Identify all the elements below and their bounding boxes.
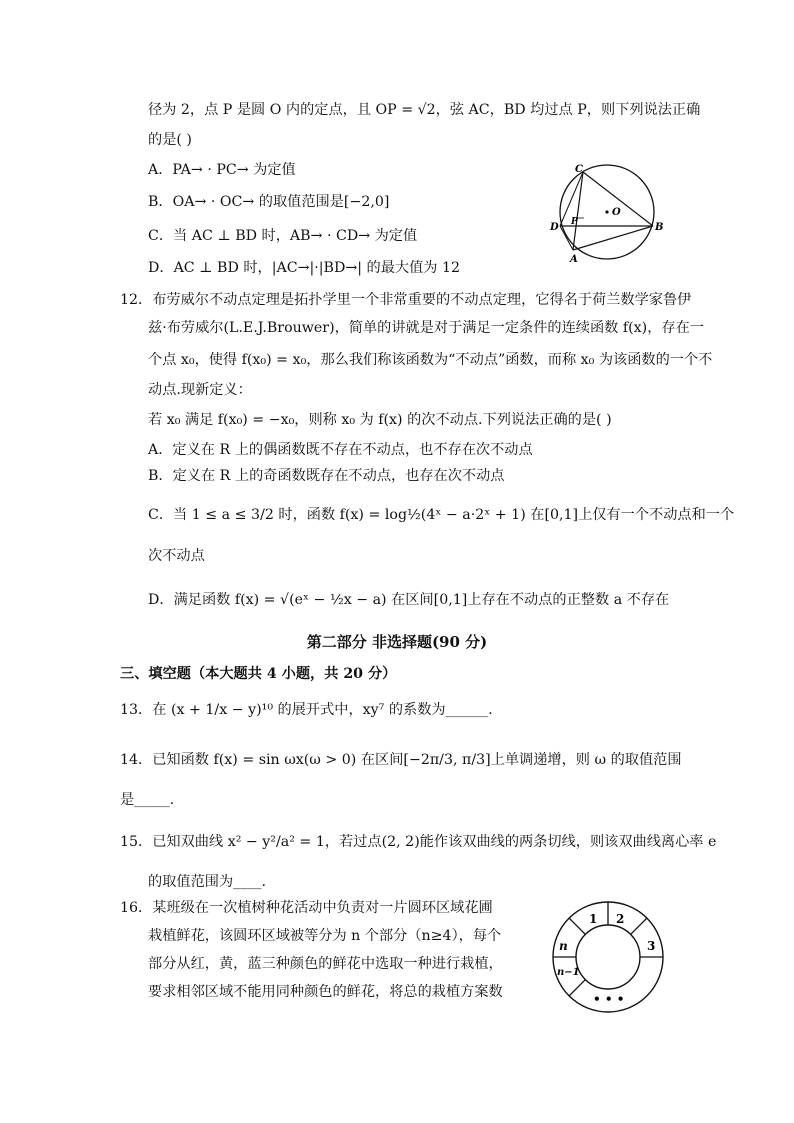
q12-option-d: D．满足函数 f(x) = √(eˣ − ½x − a) 在区间[0,1]上存在不动点的正整数 a 不存在 — [148, 592, 670, 608]
q12-option-c-line2: 次不动点 — [148, 548, 205, 564]
q11-option-d: D．AC ⊥ BD 时，|AC→|·|BD→| 的最大值为 12 — [148, 260, 461, 276]
part2-title: 第二部分 非选择题(90 分) — [306, 633, 488, 651]
q16-line2: 栽植鲜花，该圆环区域被等分为 n 个部分（n≥4），每个 — [148, 928, 502, 944]
q11-circle-figure — [545, 160, 665, 265]
q12-line5: 若 x₀ 满足 f(x₀) = −x₀，则称 x₀ 为 f(x) 的次不动点.下列说法正确的是( ) — [148, 412, 612, 428]
q12-line4: 动点.现新定义： — [148, 382, 252, 398]
q11-label-a: A — [570, 254, 578, 265]
q16-ring-figure — [548, 897, 668, 1017]
q14-line2: 是_____. — [120, 792, 175, 808]
q12-line2: 兹·布劳威尔(L.E.J.Brouwer)，简单的讲就是对于满足一定条件的连续函数 f(x)，存在一 — [148, 320, 704, 336]
q16-line4: 要求相邻区域不能用同种颜色的鲜花，将总的栽植方案数 — [148, 984, 503, 1000]
q11-stem-line2: 的是( ) — [148, 132, 192, 148]
q16-line1: 16．某班级在一次植树种花活动中负责对一片圆环区域花圃 — [120, 900, 493, 916]
q11-label-p: P — [571, 217, 578, 227]
q16-label-n: n — [559, 939, 568, 953]
q11-label-o: O — [612, 207, 621, 218]
q16-line3: 部分从红，黄，蓝三种颜色的鲜花中选取一种进行栽植， — [148, 956, 503, 972]
q15-line2: 的取值范围为____. — [148, 874, 267, 890]
section3-title: 三、填空题（本大题共 4 小题，共 20 分） — [120, 666, 397, 682]
q11-center-dot — [605, 210, 608, 213]
q11-label-c: C — [575, 164, 583, 175]
q16-label-3: 3 — [647, 939, 656, 953]
q12-option-a: A．定义在 R 上的偶函数既不存在不动点，也不存在次不动点 — [148, 442, 533, 458]
q11-option-c: C．当 AC ⊥ BD 时，AB→ · CD→ 为定值 — [148, 228, 418, 244]
q11-option-a: A．PA→ · PC→ 为定值 — [148, 162, 296, 178]
q11-stem-line1: 径为 2，点 P 是圆 O 内的定点，且 OP = √2，弦 AC，BD 均过点 P，则下列说法正确 — [148, 102, 701, 118]
q16-label-dots: • • • — [593, 992, 625, 1006]
q12-option-c-line1: C．当 1 ≤ a ≤ 3/2 时，函数 f(x) = log½(4ˣ − a·2ˣ + 1) 在[0,1]上仅有一个不动点和一个 — [148, 507, 735, 523]
q16-inner-circle — [576, 925, 640, 989]
q11-option-b: B．OA→ · OC→ 的取值范围是[−2,0] — [148, 194, 390, 210]
q11-segment-ab — [573, 226, 653, 250]
q16-label-1: 1 — [589, 912, 598, 926]
q12-option-b: B．定义在 R 上的奇函数既存在不动点，也存在次不动点 — [148, 468, 505, 484]
q12-line3: 个点 x₀，使得 f(x₀) = x₀，那么我们称该函数为“不动点”函数，而称 x₀ 为该函数的一个不 — [148, 352, 713, 368]
q11-label-d: D — [550, 222, 559, 233]
q11-label-b: B — [655, 222, 664, 233]
q16-label-2: 2 — [616, 912, 625, 926]
q11-segment-da — [560, 226, 573, 250]
q12-line1: 12．布劳威尔不动点定理是拓扑学里一个非常重要的不动点定理，它得名于荷兰数学家鲁伊 — [120, 292, 692, 308]
q14-line1: 14．已知函数 f(x) = sin ωx(ω > 0) 在区间[−2π/3, π/3]上单调递增，则 ω 的取值范围 — [120, 752, 682, 768]
q16-label-n-minus-1: n−1 — [557, 967, 580, 978]
q15-line1: 15．已知双曲线 x² − y²/a² = 1，若过点(2, 2)能作该双曲线的两条切线，则该双曲线离心率 e — [120, 834, 717, 850]
q13-text: 13．在 (x + 1/x − y)¹⁰ 的展开式中，xy⁷ 的系数为______. — [120, 702, 493, 718]
